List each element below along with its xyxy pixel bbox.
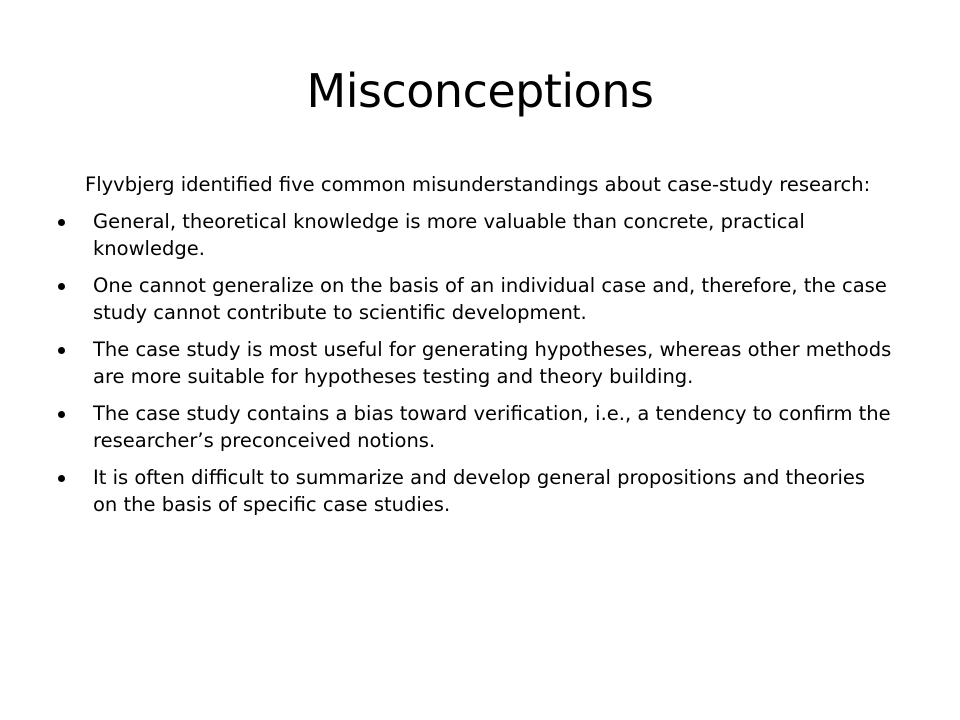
bullet-dot-icon <box>58 283 65 290</box>
list-item <box>58 400 894 454</box>
slide-title: Misconceptions <box>306 64 654 118</box>
list-item <box>58 208 894 262</box>
bullet-dot-icon <box>58 411 65 418</box>
misconception-list <box>58 208 894 518</box>
bullet-dot-icon <box>58 347 65 354</box>
slide-body <box>58 171 894 528</box>
list-item <box>58 272 894 326</box>
list-item-text: General, theoretical knowledge is more valuable than concrete, practical knowledge. <box>93 210 805 260</box>
list-item-text: One cannot generalize on the basis of an individual case and, therefore, the case study cannot contribute to scientific development. <box>93 274 887 324</box>
list-item <box>58 336 894 390</box>
list-item-text: It is often difficult to summarize and develop general propositions and theories on the basis of specific case studies. <box>93 466 866 516</box>
intro-paragraph: Flyvbjerg identified five common misunderstandings about case-study research: <box>85 173 871 196</box>
list-item <box>58 464 894 518</box>
list-item-text: The case study is most useful for generating hypotheses, whereas other methods are more suitable for hypotheses testing and theory building. <box>93 338 892 388</box>
bullet-dot-icon <box>58 219 65 226</box>
bullet-dot-icon <box>58 475 65 482</box>
list-item-text: The case study contains a bias toward verification, i.e., a tendency to confirm the researcher’s preconceived notions. <box>93 402 891 452</box>
